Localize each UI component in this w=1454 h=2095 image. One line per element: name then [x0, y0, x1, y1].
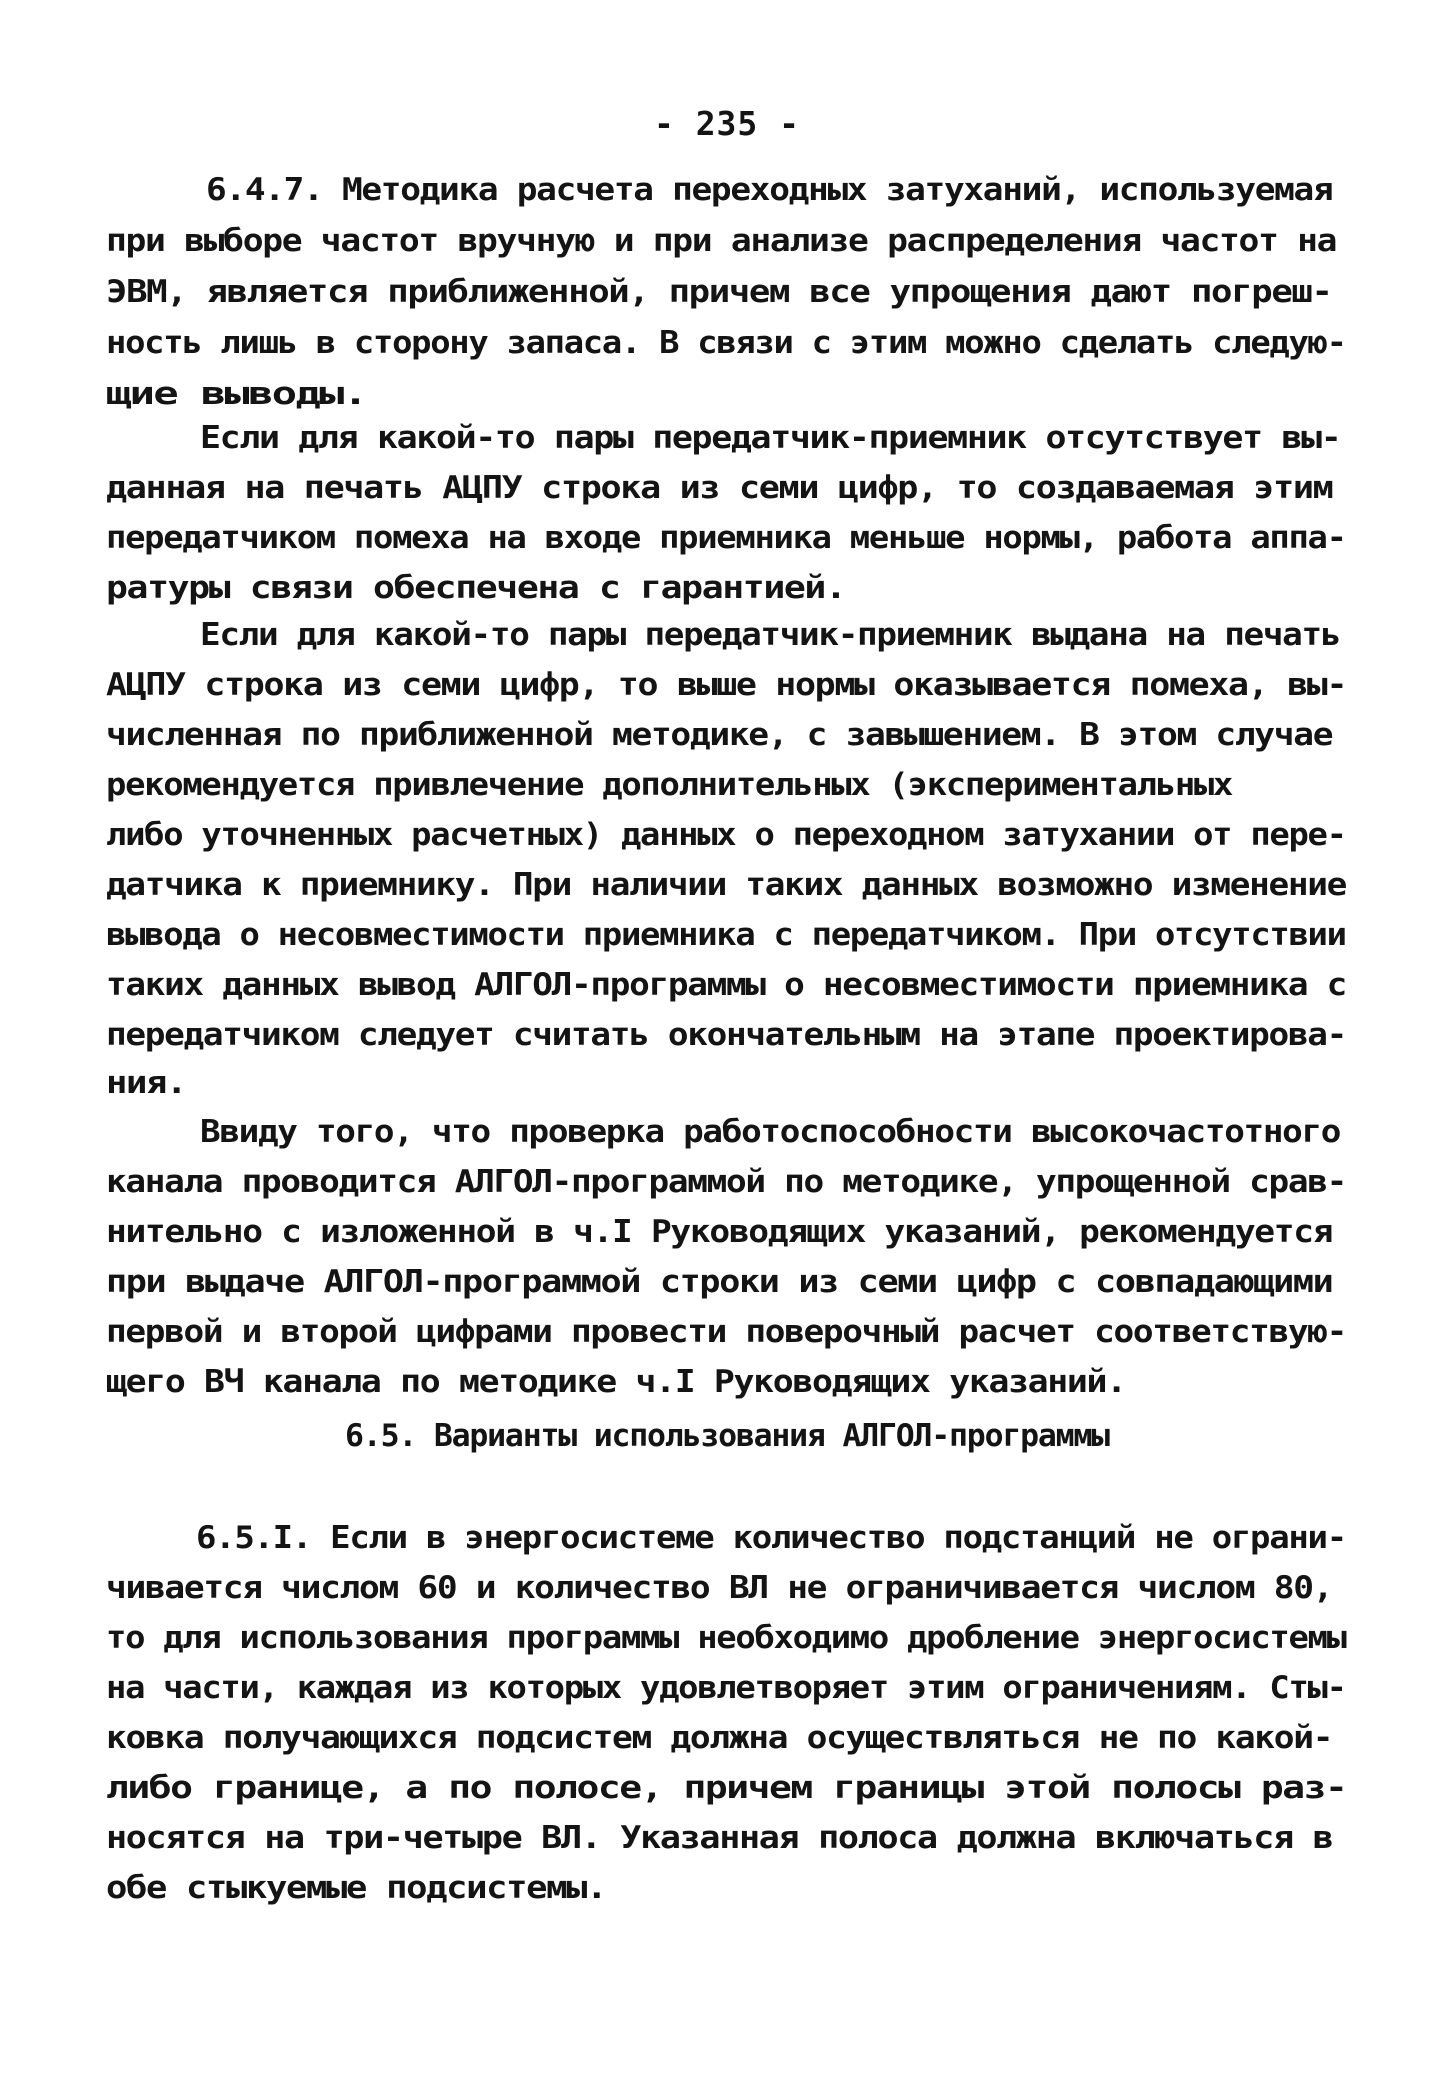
text-line: ность лишь в сторону запаса. В связи с этим можно сделать следую-: [106, 325, 1346, 361]
text-line: ратуры связи обеспечена с гарантией.: [106, 570, 846, 606]
text-line: датчика к приемнику. При наличии таких данных возможно изменение: [106, 867, 1346, 903]
text-line: численная по приближенной методике, с завышением. В этом случае: [106, 717, 1333, 753]
text-line: при выдаче АЛГОЛ-программой строки из семи цифр с совпадающими: [106, 1264, 1333, 1300]
text-line: либо уточненных расчетных) данных о переходном затухании от пере-: [106, 817, 1346, 853]
text-line: таких данных вывод АЛГОЛ-программы о несовместимости приемника с: [106, 967, 1346, 1003]
text-line: ковка получающихся подсистем должна осуществляться не по какой-: [106, 1720, 1333, 1756]
text-line: на части, каждая из которых удовлетворяет этим ограничениям. Сты-: [106, 1670, 1346, 1706]
text-line: ЭВМ, является приближенной, причем все упрощения дают погреш-: [106, 274, 1332, 310]
text-line: при выборе частот вручную и при анализе распределения частот на: [106, 223, 1337, 259]
text-line: АЦПУ строка из семи цифр, то выше нормы оказывается помеха, вы-: [106, 667, 1347, 703]
text-line: то для использования программы необходимо дробление энергосистемы: [106, 1620, 1346, 1656]
text-line: Если для какой-то пары передатчик-приемник отсутствует вы-: [200, 420, 1341, 456]
text-line: чивается числом 60 и количество ВЛ не ограничивается числом 80,: [106, 1570, 1333, 1606]
text-line: ния.: [106, 1065, 187, 1101]
text-line: щие выводы.: [106, 376, 367, 412]
section-heading: 6.5. Варианты использования АЛГОЛ-программы: [345, 1418, 1109, 1454]
text-line: либо границе, а по полосе, причем границы этой полосы раз-: [106, 1770, 1347, 1806]
text-line: нительно с изложенной в ч.I Руководящих указаний, рекомендуется: [106, 1214, 1333, 1250]
page-number: - 235 -: [653, 104, 801, 143]
text-line: передатчиком помеха на входе приемника меньше нормы, работа аппа-: [106, 520, 1346, 556]
text-line: канала проводится АЛГОЛ-программой по методике, упрощенной срав-: [106, 1164, 1346, 1200]
text-line: обе стыкуемые подсистемы.: [106, 1870, 607, 1906]
text-line: 6.4.7. Методика расчета переходных затуханий, используемая: [206, 172, 1333, 208]
text-line: щего ВЧ канала по методике ч.I Руководящих указаний.: [106, 1364, 1126, 1400]
text-line: Если для какой-то пары передатчик-приемник выдана на печать: [200, 617, 1341, 653]
text-line: передатчиком следует считать окончательным на этапе проектирова-: [106, 1017, 1346, 1053]
text-line: вывода о несовместимости приемника с передатчиком. При отсутствии: [106, 917, 1346, 953]
text-line: 6.5.I. Если в энергосистеме количество подстанций не ограни-: [196, 1520, 1346, 1556]
text-line: Ввиду того, что проверка работоспособности высокочастотного: [200, 1114, 1341, 1150]
text-line: носятся на три-четыре ВЛ. Указанная полоса должна включаться в: [106, 1820, 1333, 1856]
text-line: рекомендуется привлечение дополнительных (экспериментальных: [106, 767, 1233, 803]
text-line: первой и второй цифрами провести поверочный расчет соответствую-: [106, 1314, 1346, 1350]
text-line: данная на печать АЦПУ строка из семи цифр, то создаваемая этим: [106, 470, 1333, 506]
